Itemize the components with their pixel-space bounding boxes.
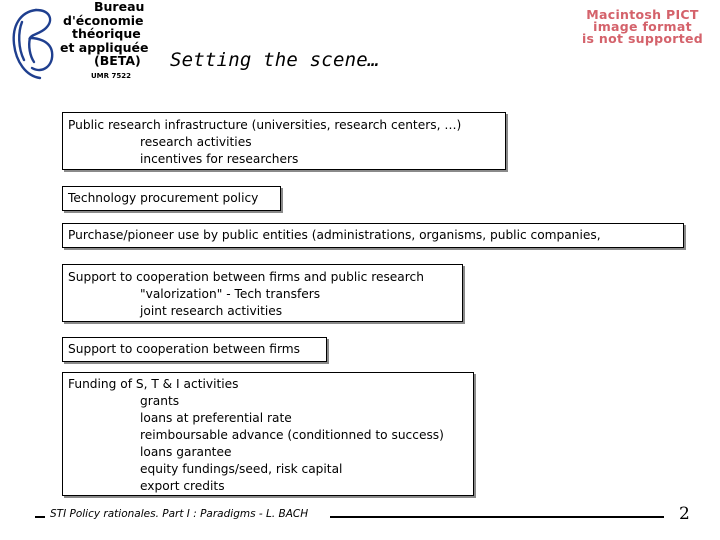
placeholder-line: Macintosh PICT	[586, 7, 699, 22]
footer-rule-left	[35, 516, 45, 518]
box-heading: Purchase/pioneer use by public entities (administrations, organisms, public companies,	[68, 228, 601, 242]
logo-line: Bureau	[94, 0, 145, 14]
page-number: 2	[679, 504, 690, 524]
footer-rule-right	[330, 516, 664, 518]
box-item: loans garantee	[140, 445, 232, 459]
box-item: joint research activities	[140, 304, 283, 318]
procurement-box	[62, 186, 281, 211]
box-item: export credits	[140, 479, 225, 493]
logo-line: (BETA)	[94, 53, 141, 68]
footer-text: STI Policy rationales. Part I : Paradigms - L. BACH	[50, 508, 309, 520]
infrastructure-box	[62, 112, 506, 170]
funding-box	[62, 372, 474, 496]
purchase-box	[62, 223, 684, 248]
placeholder-line: is not supported	[581, 31, 704, 46]
support-research-box	[62, 264, 463, 322]
box-heading: Funding of S, T & I activities	[68, 377, 239, 391]
logo-text	[60, 0, 149, 68]
beta-logo-mark-icon	[6, 4, 66, 82]
box-item: reimboursable advance (conditionned to success)	[140, 428, 444, 442]
placeholder-line: image format	[593, 19, 692, 34]
logo-line: d'économie	[63, 12, 144, 28]
box-item: "valorization" - Tech transfers	[140, 287, 321, 301]
logo-line: et appliquée	[60, 39, 149, 55]
box-heading: Public research infrastructure (universities, research centers, …)	[68, 118, 462, 132]
logo-umr: UMR 7522	[91, 72, 131, 80]
box-item: grants	[140, 394, 180, 408]
box-heading: Support to cooperation between firms	[68, 342, 300, 356]
box-item: equity fundings/seed, risk capital	[140, 462, 343, 476]
box-item: research activities	[140, 135, 252, 149]
image-placeholder	[565, 9, 720, 45]
support-firms-box	[62, 337, 327, 362]
box-heading: Support to cooperation between firms and public research	[68, 270, 424, 284]
slide-title: Setting the scene…	[170, 49, 380, 71]
logo-line: théorique	[72, 26, 141, 41]
box-item: loans at preferential rate	[140, 411, 292, 425]
box-heading: Technology procurement policy	[68, 191, 259, 205]
box-item: incentives for researchers	[140, 152, 299, 166]
